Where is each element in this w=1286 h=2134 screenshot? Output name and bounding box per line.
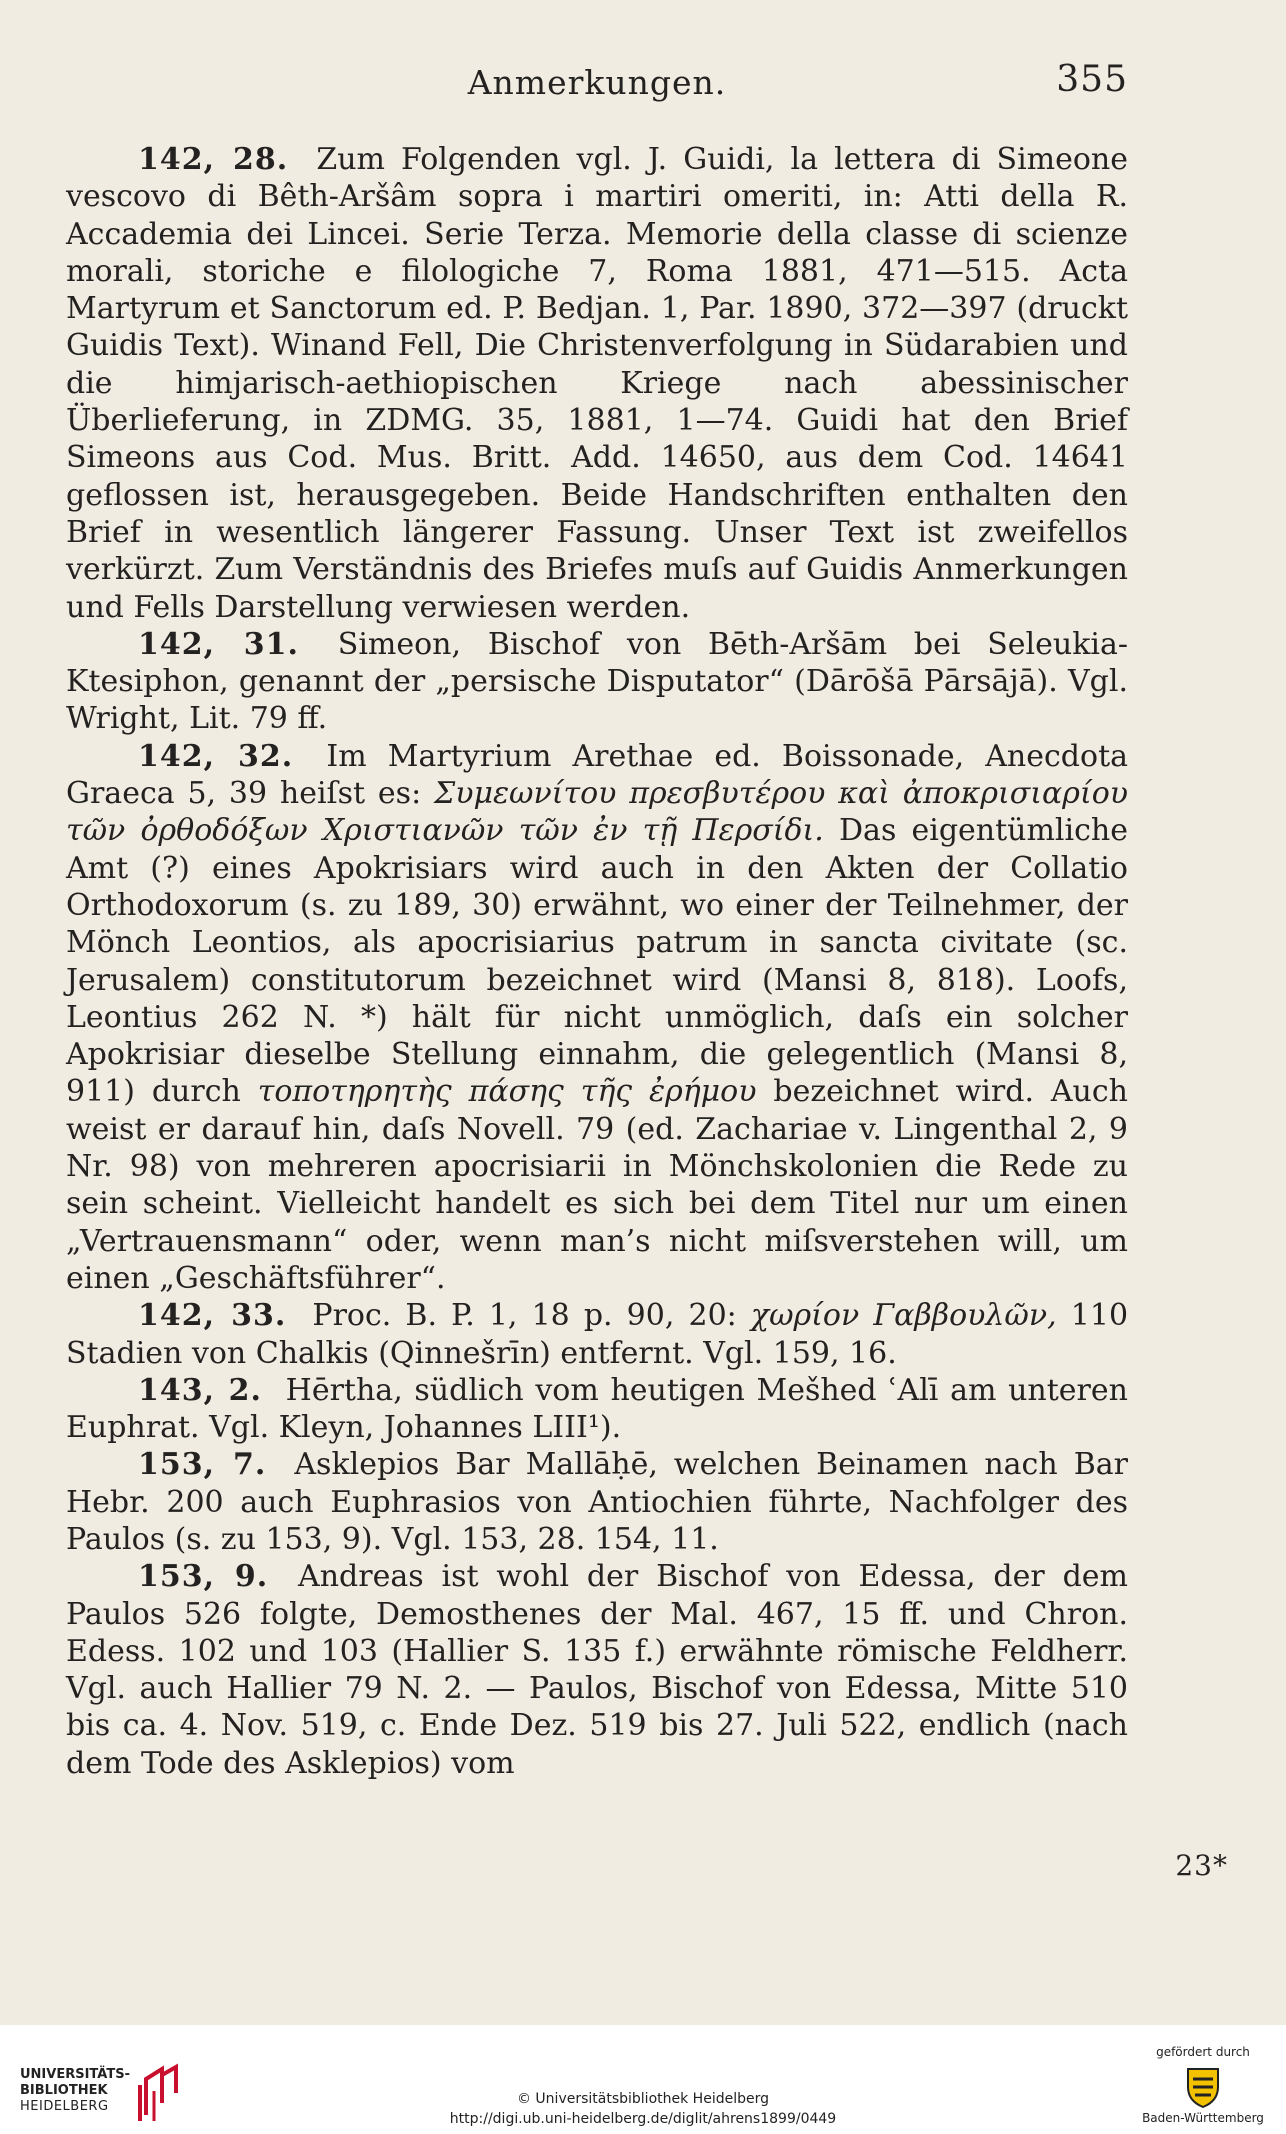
- coat-of-arms-icon: [1180, 2063, 1226, 2109]
- annotations-body: [66, 141, 1128, 1782]
- funder-block: [1138, 2045, 1268, 2125]
- annotation-entry-142-33: [66, 1297, 1128, 1372]
- page-number: 355: [1056, 59, 1128, 100]
- annotation-entry-153-7: [66, 1446, 1128, 1558]
- annotation-text: Proc. B. P. 1, 18 p. 90, 20:: [312, 1298, 737, 1334]
- library-name-line: UNIVERSITÄTS-: [20, 2067, 130, 2082]
- annotation-text: Simeon, Bischof von Bēth-Aršām bei Seleukia-Ktesiphon, genannt der „persische Disputator“ (Dārōšā Pārsājā). Vgl. Wright, Lit. 79 ff.: [66, 626, 1129, 737]
- annotation-reference: 142, 32.: [138, 738, 294, 774]
- annotation-entry-142-32: [66, 738, 1128, 1297]
- annotation-reference: 153, 7.: [138, 1447, 267, 1483]
- annotation-text: Das eigentümliche Amt (?) eines Apokrisiars wird auch in den Akten der Collatio Orthodoxorum (s. zu 189, 30) erwähnt, wo einer der Teilnehmer, der Mönch Leontios, als apocrisiarius patrum in sancta civitate (sc. Jerusalem) constitutorum bezeichnet wird (Mansi 8, 818). Loofs, Leontius 262 N. *) hält für nicht unmöglich, daſs ein solcher Apokrisiar dieselbe Stellung einnahm, die gelegentlich (Mansi 8, 911) durch: [66, 813, 1128, 1110]
- running-head: [66, 55, 1128, 111]
- annotation-text: Im Martyrium Arethae ed. Boissonade, Anecdota Graeca 5, 39 heiſst es:: [66, 738, 1129, 812]
- greek-quotation: Συμεωνίτου πρεσβυτέρου καὶ ἀποκρισιαρίου τῶν ὀρθοδόξων Χριστιανῶν τῶν ἐν τῇ Περσίδι.: [66, 776, 1129, 849]
- running-title: Anmerkungen.: [467, 63, 727, 102]
- funded-by-label: gefördert durch: [1156, 2045, 1250, 2059]
- annotation-entry-143-2: [66, 1372, 1128, 1447]
- annotation-text: Andreas ist wohl der Bischof von Edessa, der dem Paulos 526 folgte, Demosthenes der Mal. 467, 15 ff. und Chron. Edess. 102 und 103 (Hallier S. 135 f.) erwähnte römische Feldherr. Vgl. auch Hallier 79 N. 2. — Paulos, Bischof von Edessa, Mitte 510 bis ca. 4. Nov. 519, c. Ende Dez. 519 bis 27. Juli 522, endlich (nach dem Tode des Asklepios) vom: [66, 1559, 1128, 1781]
- annotation-reference: 153, 9.: [138, 1559, 269, 1595]
- annotation-reference: 142, 33.: [138, 1298, 287, 1334]
- signature-mark: 23*: [1175, 1849, 1228, 1882]
- annotation-entry-142-31: [66, 626, 1128, 738]
- annotation-entry-142-28: [66, 141, 1128, 626]
- book-page: [66, 55, 1128, 1782]
- annotation-reference: 143, 2.: [138, 1372, 262, 1408]
- annotation-text: Asklepios Bar Mallāḥē, welchen Beinamen nach Bar Hebr. 200 auch Euphrasios von Antiochien führte, Nachfolger des Paulos (s. zu 153, 9). Vgl. 153, 28. 154, 11.: [66, 1447, 1128, 1557]
- annotation-text: Zum Folgenden vgl. J. Guidi, la lettera di Simeone vescovo di Bêth-Aršâm sopra i martiri omeriti, in: Atti della R. Accademia dei Lincei. Serie Terza. Memorie della classe di scienze morali, storiche e filologiche 7, Roma 1881, 471—515. Acta Martyrum et Sanctorum ed. P. Bedjan. 1, Par. 1890, 372—397 (druckt Guidis Text). Winand Fell, Die Christenverfolgung in Südarabien und die himjarisch-aethiopischen Kriege nach abessinischer Überlieferung, in ZDMG. 35, 1881, 1—74. Guidi hat den Brief Simeons aus Cod. Mus. Britt. Add. 14650, aus dem Cod. 14641 geflossen ist, herausgegeben. Beide Handschriften enthalten den Brief in wesentlich längerer Fassung. Unser Text ist zweifellos verkürzt. Zum Verständnis des Briefes muſs auf Guidis Anmerkungen und Fells Darstellung verwiesen werden.: [66, 142, 1129, 625]
- annotation-reference: 142, 28.: [138, 142, 289, 177]
- annotation-entry-153-9: [66, 1558, 1128, 1782]
- footer-bar: [0, 2025, 1286, 2134]
- greek-quotation: τοποτηρητὴς πάσης τῆς ἐρήμου: [257, 1074, 757, 1110]
- annotation-text: 110 Stadien von Chalkis (Qinnešrīn) entfernt. Vgl. 159, 16.: [66, 1298, 1129, 1371]
- annotation-reference: 142, 31.: [138, 626, 299, 662]
- funder-name: Baden-Württemberg: [1142, 2111, 1264, 2125]
- greek-quotation: χωρίον Γαββουλῶν,: [750, 1298, 1057, 1334]
- library-name-line: BIBLIOTHEK: [20, 2083, 108, 2098]
- annotation-text: bezeichnet wird. Auch weist er darauf hin, daſs Novell. 79 (ed. Zachariae v. Lingenthal 2, 9 Nr. 98) von mehreren apocrisiarii in Mönchskolonien die Rede zu sein scheint. Vielleicht handelt es sich bei dem Titel nur um einen „Vertrauensmann“ oder, wenn man’s nicht miſsverstehen will, um einen „Geschäftsführer“.: [66, 1074, 1128, 1296]
- copyright-notice: © Universitätsbibliothek Heidelberg: [516, 2091, 769, 2107]
- library-name-line: HEIDELBERG: [20, 2099, 109, 2114]
- annotation-text: Hērtha, südlich vom heutigen Mešhed ʿAlī am unteren Euphrat. Vgl. Kleyn, Johannes LIII¹).: [66, 1372, 1128, 1446]
- permalink-url[interactable]: http://digi.ub.uni-heidelberg.de/diglit/ahrens1899/0449: [449, 2111, 837, 2127]
